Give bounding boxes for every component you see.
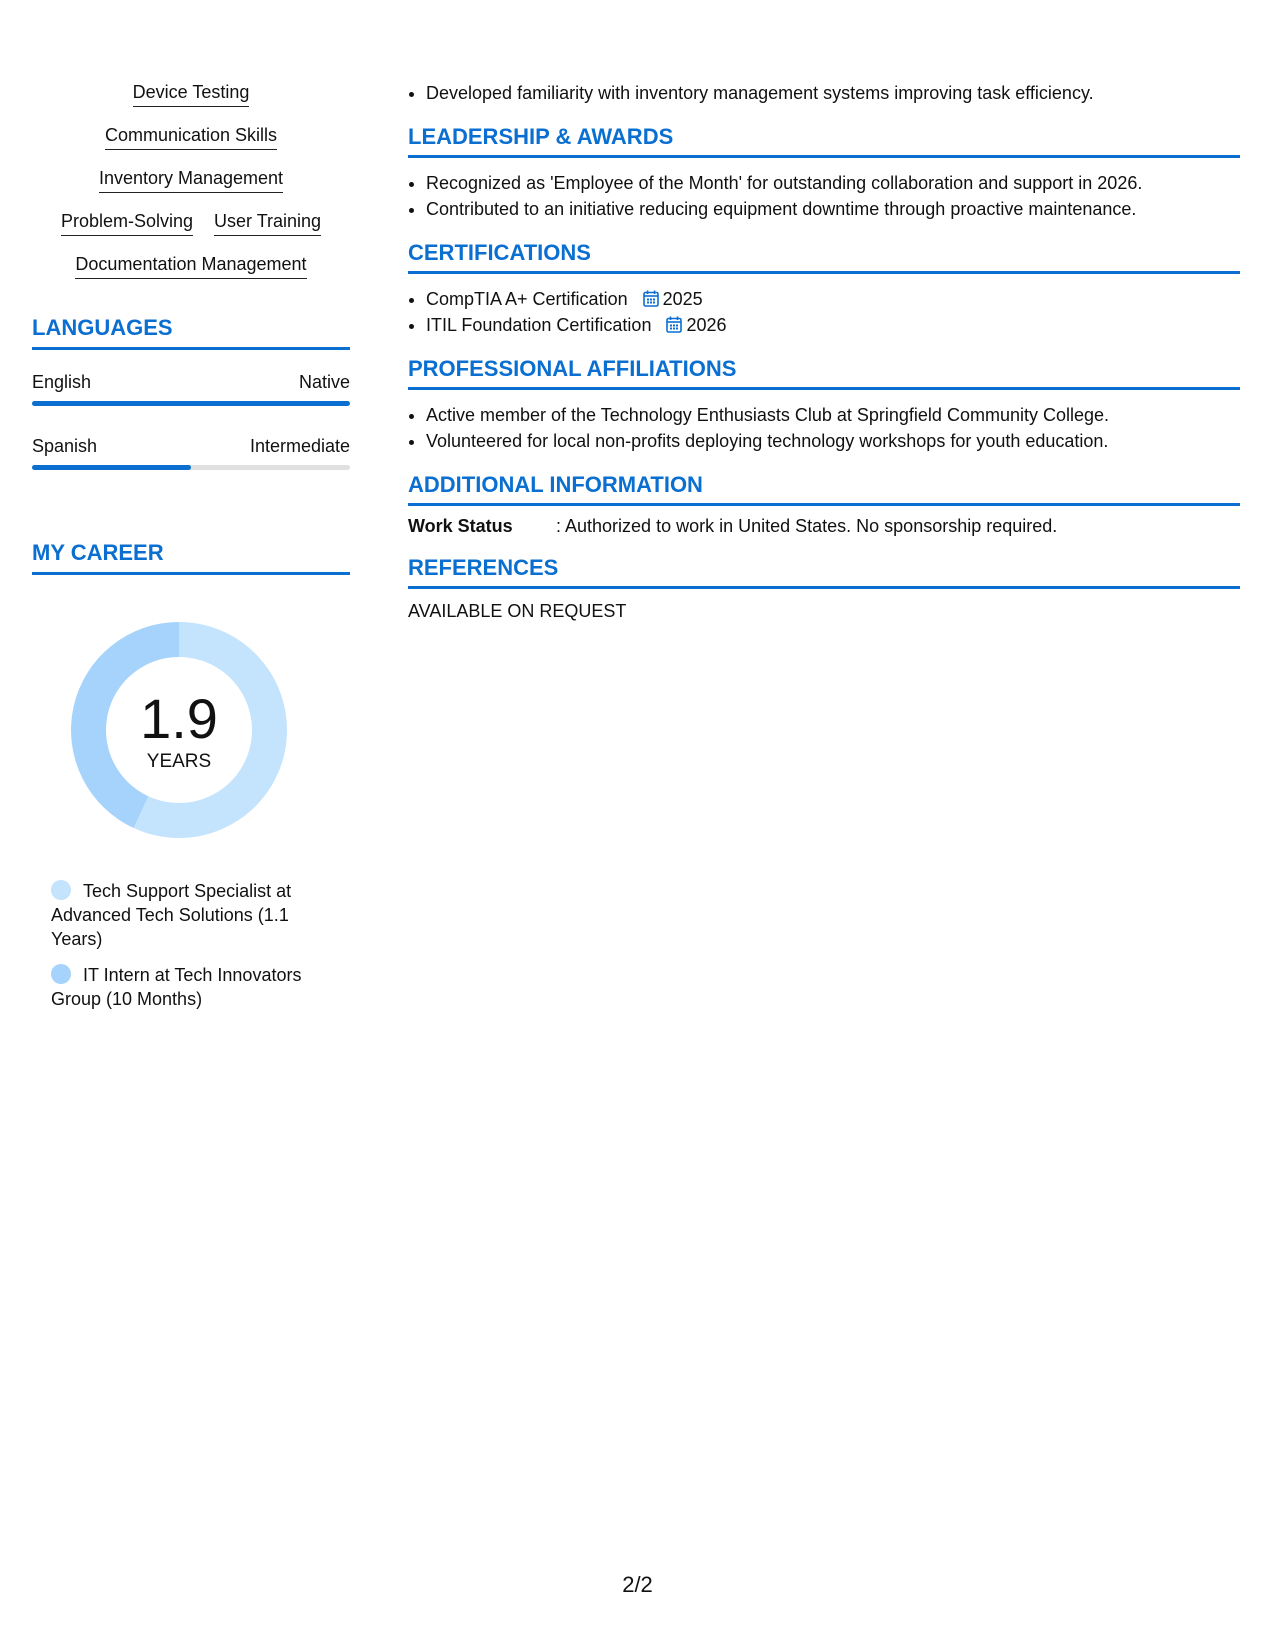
language-proficiency-fill (32, 401, 350, 406)
language-proficiency-fill (32, 465, 191, 470)
leadership-bullets (408, 170, 1240, 222)
language-level: Intermediate (249, 436, 350, 456)
skills-row (32, 125, 350, 152)
certifications-heading: CERTIFICATIONS (408, 240, 1240, 274)
right-column (408, 80, 1240, 622)
list-item: • Recognized as 'Employee of the Month' for outstanding collaboration and support in 2026. (426, 170, 1240, 196)
certification-item (426, 312, 1240, 338)
career-donut-chart (64, 615, 294, 845)
career-heading: MY CAREER (32, 540, 350, 575)
additional-info-heading: ADDITIONAL INFORMATION (408, 472, 1240, 506)
career-total (64, 687, 294, 773)
legend-dot-icon (51, 964, 71, 984)
certification-name: ITIL Foundation Certification (426, 315, 652, 335)
skill-tag: Device Testing (133, 82, 250, 107)
language-item (32, 372, 350, 406)
affiliations-heading: PROFESSIONAL AFFILIATIONS (408, 356, 1240, 390)
page-number: 2/2 (622, 1572, 653, 1597)
language-item (32, 436, 350, 470)
languages-heading: LANGUAGES (32, 315, 350, 350)
certification-year: 2026 (686, 315, 727, 335)
affiliations-bullets (408, 402, 1240, 454)
language-name: Spanish (32, 436, 98, 456)
skills-list (32, 82, 350, 281)
experience-bullets (408, 80, 1240, 106)
leadership-heading: LEADERSHIP & AWARDS (408, 124, 1240, 158)
skill-tag: Problem-Solving (61, 211, 193, 236)
certifications-list (408, 286, 1240, 338)
legend-dot-icon (51, 880, 71, 900)
career-legend (51, 879, 333, 1011)
legend-label: IT Intern at Tech Innovators Group (10 Months) (51, 965, 302, 1009)
career-legend-item (51, 963, 333, 1011)
calendar-icon (666, 316, 682, 333)
career-total-value: 1.9 (140, 687, 218, 750)
certification-name: CompTIA A+ Certification (426, 289, 628, 309)
work-status-row (408, 516, 1240, 537)
certification-item (426, 286, 1240, 312)
language-proficiency-bar (32, 465, 350, 470)
skill-tag: User Training (214, 211, 321, 236)
career-total-unit: YEARS (146, 751, 212, 772)
work-status-value: : Authorized to work in United States. No sponsorship required. (556, 516, 1058, 536)
career-legend-item (51, 879, 333, 951)
list-item: • Contributed to an initiative reducing equipment downtime through proactive maintenance. (426, 196, 1240, 222)
work-status-label: Work Status (408, 516, 513, 536)
language-name: English (32, 372, 92, 392)
certification-year: 2025 (662, 289, 703, 309)
list-item: • Volunteered for local non-profits deploying technology workshops for youth education. (426, 428, 1240, 454)
list-item: • Developed familiarity with inventory management systems improving task efficiency. (426, 80, 1240, 106)
references-heading: REFERENCES (408, 555, 1240, 589)
language-proficiency-bar (32, 401, 350, 406)
skills-row (32, 211, 350, 238)
skill-tag: Inventory Management (99, 168, 283, 193)
left-column (32, 82, 350, 1023)
list-item: • Active member of the Technology Enthusiasts Club at Springfield Community College. (426, 402, 1240, 428)
skills-row (32, 82, 350, 109)
skills-row (32, 254, 350, 281)
language-level: Native (298, 372, 350, 392)
legend-label: Tech Support Specialist at Advanced Tech Solutions (1.1 Years) (51, 881, 292, 949)
skill-tag: Communication Skills (105, 125, 277, 150)
calendar-icon (643, 290, 659, 307)
skills-row (32, 168, 350, 195)
skill-tag: Documentation Management (75, 254, 306, 279)
references-text: AVAILABLE ON REQUEST (408, 601, 627, 621)
